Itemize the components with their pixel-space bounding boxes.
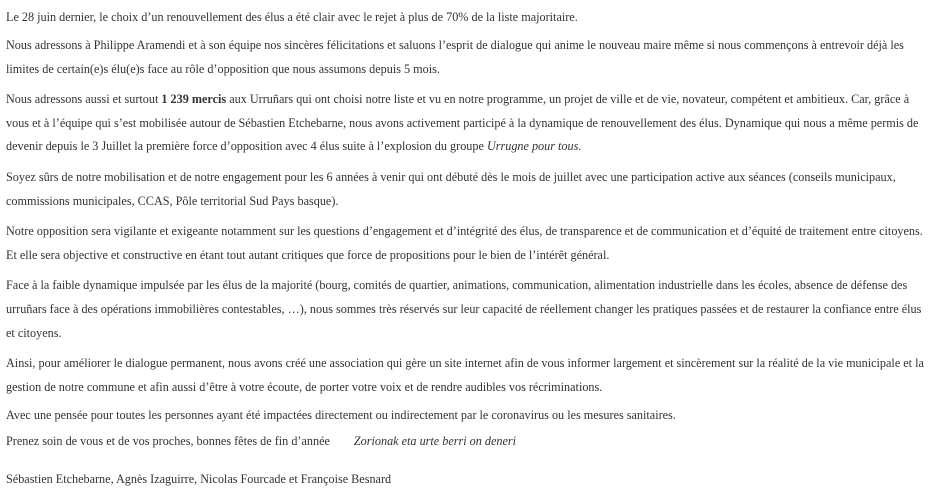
thanks-intro-text: Nous adressons aussi et surtout bbox=[6, 92, 162, 107]
basque-greetings-text: Zorionak eta urte berri on deneri bbox=[353, 434, 517, 449]
paragraph-greetings bbox=[6, 432, 926, 451]
paragraph-mobilisation: Soyez sûrs de notre mobilisation et de notre engagement pour les 6 années à venir qui ont débuté dès le mois de juillet avec une participation active aux séances (conseils municipaux, commissions municipales, CCAS, Pôle territorial Sud Pays basque). bbox=[6, 169, 896, 208]
paragraph-opposition: Notre opposition sera vigilante et exigeante notamment sur les questions d’engagement et d’intégrité des élus, de transparence et de communication et d’équité de traitement entre citoyens. Et elle sera objective et constructive en étant tout autant critiques que force de propositions pour le bien de l’intérêt général. bbox=[6, 224, 923, 262]
thanks-end-text: . bbox=[578, 139, 582, 154]
thanks-body-text: aux Urruñars qui ont choisi notre liste et vu en notre programme, un projet de ville et de vie, novateur, compétent et ambitieux. Car, grâce à vous et à l’équipe qui s’est mobilisée autour de Sébastien Etchebarne, nous avons activement participé à la dynamique de renouvellement des élus. Dynamique qui nous a même permis de devenir depuis le 3 Juillet la première force d’opposition avec 4 élus suite à l’explosion du groupe bbox=[6, 92, 919, 154]
thanks-count-text: 1 239 mercis bbox=[161, 92, 227, 107]
paragraph-thanks bbox=[6, 88, 926, 159]
paragraph-election-result: Le 28 juin dernier, le choix d’un renouvellement des élus a été clair avec le rejet à plus de 70% de la liste majoritaire. bbox=[6, 10, 578, 24]
paragraph-majority-critique: Face à la faible dynamique impulsée par les élus de la majorité (bourg, comités de quartier, animations, communication, alimentation industrielle dans les écoles, absence de défense des urruñars face à des opérations immobilières contestables, …), nous sommes très réservés sur leur capacité de réellement changer les pratiques passées et de restaurer la confiance entre élus et citoyens. bbox=[6, 278, 922, 340]
greetings-text: Prenez soin de vous et de vos proches, bonnes fêtes de fin d’année bbox=[6, 434, 330, 449]
paragraph-congratulations: Nous adressons à Philippe Aramendi et à son équipe nos sincères félicitations et saluons l’esprit de dialogue qui anime le nouveau maire même si nous commençons à entrevoir déjà les limites de certain(e)s élu(e)s face au rôle d’opposition que nous assumons depuis 5 mois. bbox=[6, 38, 904, 76]
group-name-text: Urrugne pour tous bbox=[486, 139, 579, 154]
signature: Sébastien Etchebarne, Agnès Izaguirre, Nicolas Fourcade et Françoise Besnard bbox=[6, 472, 392, 486]
article-body bbox=[6, 8, 926, 458]
paragraph-coronavirus: Avec une pensée pour toutes les personnes ayant été impactées directement ou indirectement par le coronavirus ou les mesures sanitaires. bbox=[6, 408, 676, 423]
paragraph-association: Ainsi, pour améliorer le dialogue permanent, nous avons créé une association qui gère un site internet afin de vous informer largement et sincèrement sur la réalité de la vie municipale et la gestion de notre commune et afin aussi d’être à votre écoute, de porter votre voix et de rendre audibles vos récriminations. bbox=[6, 356, 924, 394]
